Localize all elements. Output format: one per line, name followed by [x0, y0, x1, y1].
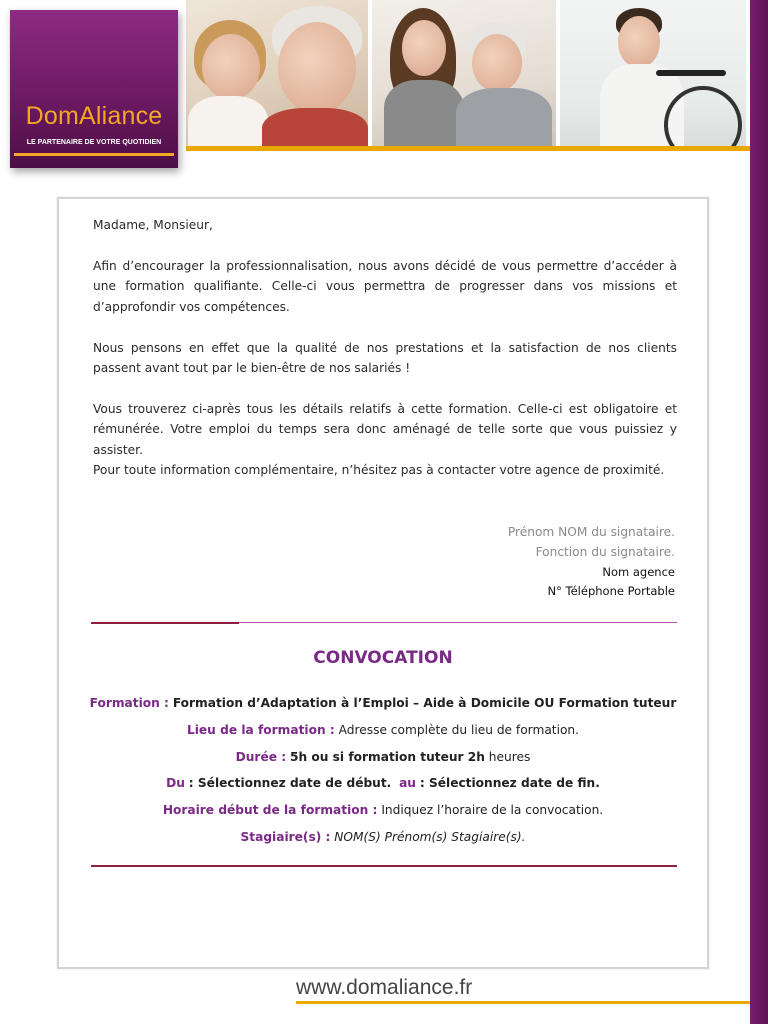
du-label: Du [166, 776, 185, 790]
stagiaire-label: Stagiaire(s) : [240, 830, 331, 844]
logo-tagline: LE PARTENAIRE DE VOTRE QUOTIDIEN [26, 139, 162, 146]
logo-underline [14, 153, 174, 156]
lieu-value: Adresse complète du lieu de formation. [338, 723, 580, 737]
signatory-role: Fonction du signataire. [535, 545, 675, 559]
footer-website: www.domaliance.fr [296, 976, 473, 999]
letter-paragraph-4: Pour toute information complémentaire, n’hésitez pas à contacter votre agence de proximité. [93, 463, 665, 477]
domaliance-logo [10, 10, 178, 168]
header [0, 0, 750, 160]
duree-value: 5h ou si formation tuteur 2h [289, 750, 485, 764]
letter-paragraph-1: Afin d’encourager la professionnalisation, nous avons décidé de vous permettre d’accéder à une formation qualifiante. Celle-ci vous permettra de progresser dans vos missions et d’approfondir vos compétences. [93, 259, 677, 314]
divider-top-accent [91, 622, 239, 624]
convocation-formation [59, 693, 707, 713]
convocation-duree [59, 747, 707, 767]
divider-bottom [91, 865, 677, 867]
photo-wheelchair-man [560, 0, 746, 146]
au-label: au [399, 776, 416, 790]
logo-brand-name: DomAliance [25, 102, 163, 130]
signatory-phone: N° Téléphone Portable [547, 584, 675, 598]
convocation-lieu [59, 720, 707, 740]
lieu-label: Lieu de la formation : [186, 723, 335, 737]
du-value: Sélectionnez date de début. [197, 776, 392, 790]
grandmother-face [278, 22, 356, 114]
formation-value: Formation d’Adaptation à l’Emploi – Aide à Domicile OU Formation tuteur [172, 696, 677, 710]
stagiaire-value: NOM(S) Prénom(s) Stagiaire(s). [334, 830, 526, 844]
letter-paragraph-3: Vous trouverez ci-après tous les détails relatifs à cette formation. Celle-ci est obligatoire et rémunérée. Votre emploi du temps sera donc aménagé de telle sorte que vous puissiez y assister. [93, 402, 677, 457]
man-face [618, 16, 660, 68]
child-shirt [188, 96, 268, 146]
duree-unit: heures [488, 750, 531, 764]
child-face [202, 34, 260, 100]
formation-label: Formation : [89, 696, 169, 710]
letter-paragraph-2: Nous pensons en effet que la qualité de nos prestations et la satisfaction de nos clients passent avant tout par le bien-être de nos salariés ! [93, 341, 677, 376]
wheelchair-handle [656, 70, 726, 76]
grandmother-top [262, 108, 368, 146]
elderly-cardigan [456, 88, 552, 146]
convocation-horaire [59, 800, 707, 820]
header-gold-line [186, 146, 750, 151]
au-value: Sélectionnez date de fin. [428, 776, 600, 790]
signatory-agency: Nom agence [602, 565, 675, 579]
convocation-stagiaire [59, 827, 707, 847]
photo-woman-elderly [372, 0, 556, 146]
header-photo-strip [186, 0, 750, 146]
duree-label: Durée : [235, 750, 287, 764]
elderly-face [472, 34, 522, 92]
horaire-value: Indiquez l’horaire de la convocation. [381, 803, 604, 817]
horaire-label: Horaire début de la formation : [162, 803, 378, 817]
letter-greeting: Madame, Monsieur, [93, 218, 213, 232]
signatory-name: Prénom NOM du signataire. [507, 525, 675, 539]
young-woman-face [402, 20, 446, 76]
footer-gold-line [296, 1001, 750, 1004]
convocation-dates: Du : Sélectionnez date de début. au : Sélectionnez date de fin. [166, 776, 600, 790]
young-woman-top [384, 80, 464, 146]
right-edge-bar [750, 0, 768, 1024]
convocation-title: CONVOCATION [313, 648, 453, 668]
photo-child-grandmother [186, 0, 368, 146]
letter-panel [57, 197, 709, 969]
